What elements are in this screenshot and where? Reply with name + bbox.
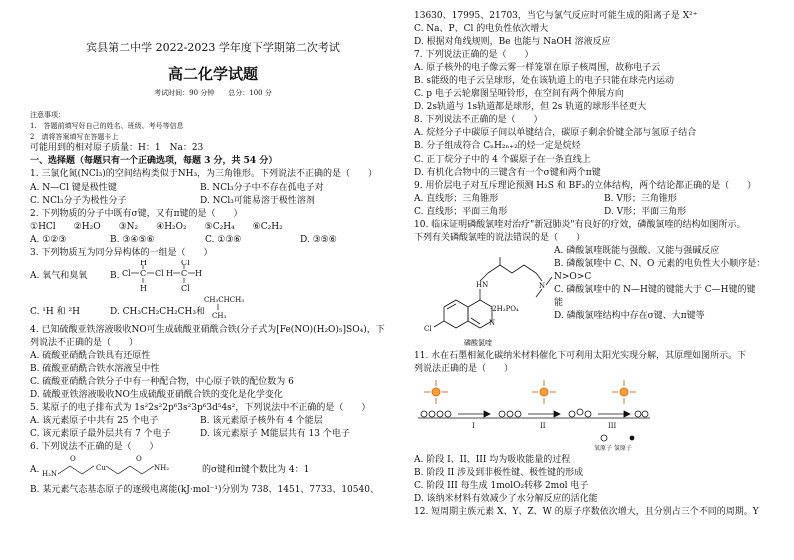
svg-text:H: H [195, 268, 202, 278]
q9-stem: 9. 用价层电子对互斥理论预测 H₂S 和 BF₃的立体结构，两个结论都正确的是（ ） [414, 180, 757, 191]
exam-meta: 考试时间：90 分钟 总分：100 分 [154, 88, 272, 97]
q5-options-row2 [30, 428, 396, 441]
q4-stem: 4. 已知硫酸亚铁溶液吸收NO可生成硫酸亚硝酰合铁(分子式为[Fe(NO)(H₂O)₅]SO₄)，下 [30, 324, 385, 335]
q11-legend: 氧原子 氢原子 [594, 444, 632, 452]
q10-option-a: A. 磷酸氯喹既能与强酸、又能与强碱反应 [554, 245, 720, 256]
q1-option-c: C. NCl₃分子为极性分子 [30, 195, 127, 206]
q3-stem: 3. 下列物质互为同分异构体的一组是（ ） [30, 247, 213, 258]
q10-option-d: D. 磷酸氯喹结构中存在σ键、大π键等 [554, 311, 705, 322]
q5-option-b: B. 该元素原子核外有 4 个能层 [200, 416, 323, 427]
q1-options-row1 [30, 182, 396, 195]
water-splitting-diagram [414, 378, 664, 454]
q11-stem-2: 列说法正确的是（ ） [414, 363, 514, 374]
q2-option-c: C. ①③⑥ [205, 234, 242, 245]
q3-option-d: D. CH₃CH₂CH₂CH₃和 [110, 306, 205, 317]
q8-option-a: A. 烷烃分子中碳原子间以单键结合，碳原子剩余价键全部与氢原子结合 [414, 128, 697, 139]
q9-options-row2 [414, 206, 780, 219]
exam-title: 高二化学试题 [167, 64, 258, 83]
q11-stem: 11. 水在石墨相氮化碳纳米材料催化下可利用太阳光实现分解，其原理如图所示。下 [414, 350, 747, 361]
q7-option-a: A. 原子核外的电子像云雾一样笼罩在原子核周围，故称电子云 [414, 63, 661, 74]
q2-option-a: A. ①②③ [30, 234, 67, 245]
q9-option-b: B. V形；三角锥形 [604, 193, 677, 204]
sun-icon-2 [540, 388, 548, 396]
svg-text:CH₃CHCH₃: CH₃CHCH₃ [204, 295, 244, 304]
q11-stage-I: I [472, 421, 475, 430]
q9-option-d: D. V形；平面三角形 [604, 206, 687, 217]
q5-stem: 5. 某原子的电子排布式为 1s²2s²2p⁶3s²3p⁶3d⁵4s²，下列说法中不正确的是（ ） [30, 403, 371, 414]
right-column [414, 10, 780, 519]
note-2: 2 请将答案填写在答题卡上 [30, 132, 119, 141]
q6-option-b-cont: 13630、17995、21703，当它与氯气反应时可能生成的阳离子是 X²⁺ [414, 11, 698, 21]
q3-option-b: B. [110, 270, 120, 281]
q10-stem: 10. 临床证明磷酸氯喹对治疗"新冠肺炎"有良好的疗效，磷酸氯喹的结构如图所示。 [414, 219, 746, 230]
q10-figure-caption: 磷酸氯喹 [464, 338, 492, 347]
q5-options-row1 [30, 415, 396, 428]
q7-stem: 7. 下列说法正确的是（ ） [414, 50, 534, 61]
q1-stem: 1. 三氯化氮(NCl₃)的空间结构类似于NH₃，为三角锥形。下列说法不正确的是（ ） [30, 169, 378, 180]
q2-option-b: B. ③④⑤⑥ [110, 234, 155, 245]
q8-option-d: D. 有机化合物中的三键含有一个σ键和两个π键 [414, 167, 601, 178]
q11-stage-III: III [608, 421, 617, 430]
q10-option-c-cont: 能 [554, 298, 564, 309]
q9-options-row1 [414, 193, 780, 206]
q6-option-b: B. 某元素气态基态原子的逐级电离能(kJ·mol⁻¹)分别为 738、1451、7733、10540、 [30, 485, 379, 496]
q3-row-ab [30, 260, 396, 294]
q3-structure-d [200, 294, 250, 324]
q6-option-c: C. Na、P、Cl 的电负性依次增大 [414, 24, 549, 35]
q10-figure-row [414, 245, 780, 350]
q8-option-b: B. 分子组成符合 CₙH₂ₙ₊₂的烃一定是烷烃 [414, 141, 581, 152]
q10-option-b: B. 磷酸氯喹中 C、N、O 元素的电负性大小顺序是： [554, 258, 766, 269]
q4-option-a: A. 硫酸亚硝酰合铁具有还原性 [30, 350, 151, 361]
q2-items: ①HCl ②H₂O ③N₂ ④H₂O₂ ⑤C₂H₄ ⑥C₂H₂ [30, 221, 283, 232]
q7-option-d: D. 2s轨道与 1s轨道都是球形，但 2s 轨道的球形半径更大 [414, 102, 647, 113]
q5-option-a: A. 该元素原子中共有 25 个电子 [30, 416, 159, 427]
q6-option-a-row [30, 454, 396, 484]
school-title: 宾县第二中学 2022-2023 学年度下学期第二次考试 [86, 41, 340, 54]
q6-option-d: D. 根据对角线规则，Be 也能与 NaOH 溶液反应 [414, 37, 611, 48]
q6-option-a: 的σ键和π键个数比为 4：1 [202, 465, 310, 476]
q5-option-c: C. 该元素原子最外层共有 7 个电子 [30, 429, 171, 440]
q10-figure-salt: ·2H₃PO₄ [490, 304, 519, 313]
q9-option-a: A. 直线形；三角锥形 [414, 193, 499, 204]
sun-icon-1 [432, 388, 440, 396]
q11-figure [414, 378, 780, 454]
note-1: 1. 答题前填写好自己的姓名、班级、考号等信息 [30, 121, 184, 130]
svg-text:CH₃: CH₃ [212, 311, 227, 320]
svg-text:NH₂: NH₂ [154, 464, 170, 473]
left-column [30, 10, 396, 497]
q11-option-c: C. 阶段 III 每生成 1molO₂转移 2mol 电子 [414, 481, 589, 492]
q5-option-d: D. 该元素原子 M能层共有 13 个电子 [200, 429, 350, 440]
svg-text:HN: HN [476, 280, 489, 289]
q1-option-a: A. N—Cl 键是极性键 [30, 182, 117, 193]
q1-options-row2 [30, 195, 396, 208]
svg-text:Cl: Cl [122, 268, 131, 278]
svg-text:H₂N: H₂N [42, 470, 58, 479]
q10-option-c: C. 磷酸氯喹中的 N—H键的键能大于 C—H键的键 [554, 284, 756, 295]
atomic-mass: 可能用到的相对原子质量：H：1 Na：23 [30, 143, 204, 154]
q4-stem-2: 列说法不正确的是（ ） [30, 337, 139, 348]
notes-head: 注意事项： [30, 110, 65, 119]
q8-option-c: C. 正丁烷分子中的 4 个碳原子在一条直线上 [414, 154, 591, 165]
svg-text:H: H [140, 259, 147, 267]
q2-options [30, 234, 396, 247]
q10-stem-2: 下列有关磷酸氯喹的说法错误的是（ ） [414, 232, 586, 243]
svg-text:C: C [140, 268, 147, 278]
q6-option-a-label: A. [30, 465, 40, 476]
q2-option-d: D. ③⑤⑥ [300, 234, 337, 245]
section-1-heading: 一、选择题（每题只有一个正确选项，每题 3 分，共 54 分） [30, 156, 278, 167]
q10-options [554, 245, 782, 323]
svg-text:N: N [489, 318, 496, 327]
svg-text:H: H [140, 283, 147, 293]
svg-text:N: N [539, 281, 546, 290]
svg-text:Cl: Cl [181, 259, 190, 267]
q3-option-c: C. ¹H 和 ²H [30, 306, 80, 317]
svg-text:O: O [136, 455, 142, 464]
q3-row-cd [30, 294, 396, 324]
q4-option-b: B. 硫酸亚硝酰合铁水溶液呈中性 [30, 363, 160, 374]
svg-text:Cl: Cl [424, 324, 432, 333]
q3-option-a: A. 氧气和臭氧 [30, 270, 88, 281]
q4-option-d: D. 硫酸亚铁溶液吸收NO生成硫酸亚硝酰合铁的变化是化学变化 [30, 390, 283, 401]
svg-text:Cu: Cu [96, 464, 106, 473]
q11-option-b: B. 阶段 II 涉及到非极性键、极性键的形成 [414, 467, 584, 478]
q2-stem: 2. 下列物质的分子中既有σ键，又有π键的是（ ） [30, 208, 243, 219]
svg-text:C: C [181, 268, 188, 278]
q11-option-d: D. 该纳米材料有效减少了水分解反应的活化能 [414, 494, 598, 505]
svg-text:O: O [70, 455, 76, 464]
chloroquine-phosphate-structure [414, 245, 554, 350]
q11-stage-II: II [540, 421, 546, 430]
svg-text:Cl: Cl [155, 268, 164, 278]
sun-icon-3 [620, 388, 628, 396]
q1-option-d: D. NCl₃可能易溶于极性溶剂 [200, 195, 315, 206]
q1-option-b: B. NCl₃分子中不存在孤电子对 [200, 182, 324, 193]
q4-option-c: C. 硫酸亚硝酰合铁分子中有一种配合物，中心原子铁的配位数为 6 [30, 376, 294, 387]
q6-stem: 6. 下列说法不正确的是（ ） [30, 442, 159, 453]
svg-text:Cl: Cl [181, 283, 190, 293]
q9-option-c: C. 直线形；平面三角形 [414, 206, 508, 217]
q7-option-c: C. p 电子云轮廓图呈哑铃形，在空间有两个伸展方向 [414, 89, 624, 100]
q7-option-b: B. s能级的电子云呈球形，处在该轨道上的电子只能在球壳内运动 [414, 76, 674, 87]
q11-option-a: A. 阶段 I、II、III 均为吸收能量的过程 [414, 454, 571, 465]
q12-stem: 12. 短周期主族元素 X、Y、Z、W 的原子序数依次增大，且分别占三个不同的周期。Y [414, 507, 759, 518]
q10-option-b-cont: N>O>C [554, 271, 592, 282]
q6-structure-a [40, 454, 200, 484]
q8-stem: 8. 下列说法不正确的是（ ） [414, 115, 543, 126]
svg-text:H: H [166, 268, 173, 278]
q3-structure-b [122, 260, 202, 294]
